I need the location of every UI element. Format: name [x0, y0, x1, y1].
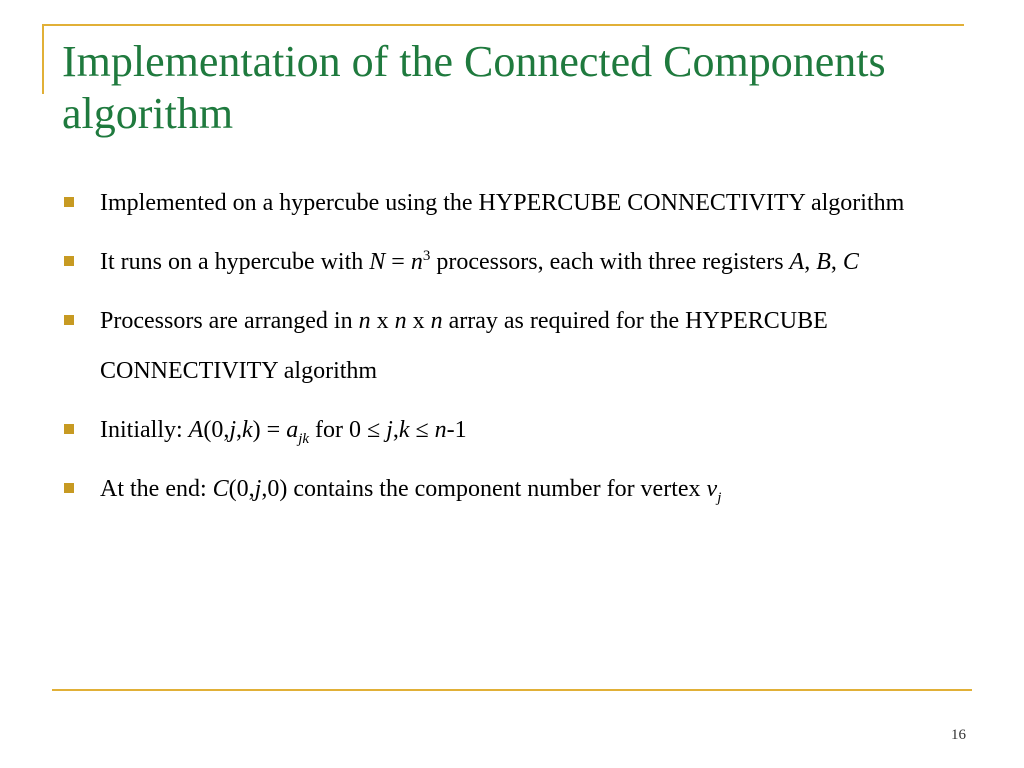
left-rule — [42, 24, 44, 94]
math-var: B — [816, 249, 831, 275]
bullet-item — [62, 296, 962, 396]
bullet-text-part: At the end: — [100, 476, 213, 502]
square-bullet-icon — [64, 315, 74, 325]
slide-title: Implementation of the Connected Components algorithm — [62, 37, 886, 138]
bullet-text-part: processors, each with three registers — [430, 249, 790, 275]
bullet-text-part: , — [392, 417, 399, 443]
math-var: k — [398, 417, 410, 443]
square-bullet-icon — [64, 197, 74, 207]
math-var: j — [386, 417, 393, 443]
square-bullet-icon — [64, 424, 74, 434]
bullet-text-part: It runs on a hypercube with — [100, 249, 370, 275]
math-var: n — [394, 308, 407, 334]
subscript: j — [717, 489, 722, 506]
math-var: j — [229, 417, 236, 443]
math-var: C — [842, 249, 859, 275]
math-var: n — [358, 308, 371, 334]
square-bullet-icon — [64, 483, 74, 493]
math-var: n — [430, 308, 443, 334]
bullet-text-part: x — [406, 308, 431, 334]
bullet-text-part: , — [830, 249, 843, 275]
bullet-text-part: Initially: — [100, 417, 189, 443]
math-var: n — [434, 417, 447, 443]
subscript: jk — [298, 430, 310, 447]
bottom-rule — [52, 689, 972, 691]
math-var: j — [254, 476, 262, 502]
square-bullet-icon — [64, 256, 74, 266]
bullet-text-part: = — [385, 249, 411, 275]
bullet-text-part: , — [804, 249, 817, 275]
math-var: n — [410, 249, 423, 275]
math-var: A — [789, 249, 805, 275]
math-var: a — [286, 417, 299, 443]
bullet-text-part: -1 — [446, 417, 467, 443]
bullet-text-part: for 0 ≤ — [309, 417, 387, 443]
bullet-text-part: ) = — [252, 417, 287, 443]
bullet-text-part: , — [236, 417, 242, 443]
bullet-list — [62, 178, 962, 514]
bullet-text-part: (0, — [228, 476, 255, 502]
math-var: C — [212, 476, 229, 502]
bullet-text-part: x — [370, 308, 395, 334]
math-var: v — [706, 476, 718, 502]
page-number: 16 — [951, 727, 966, 743]
math-var: N — [369, 249, 386, 275]
bullet-text-part: (0, — [203, 417, 230, 443]
bullet-text-part: array as required for the HYPERCUBE CONNECTIVITY algorithm — [100, 308, 828, 384]
bullet-text-part: ≤ — [409, 417, 435, 443]
top-rule — [42, 24, 964, 26]
math-var: k — [242, 417, 253, 443]
math-var: A — [188, 417, 204, 443]
bullet-item — [62, 237, 962, 287]
bullet-text-part: ,0) contains the component number for vertex — [261, 476, 707, 502]
bullet-text: Implemented on a hypercube using the HYPERCUBE CONNECTIVITY algorithm — [100, 190, 905, 216]
bullet-item — [62, 178, 962, 228]
superscript: 3 — [422, 248, 431, 264]
bullet-text-part: Processors are arranged in — [100, 308, 359, 334]
bullet-item — [62, 464, 962, 514]
bullet-item — [62, 405, 962, 455]
